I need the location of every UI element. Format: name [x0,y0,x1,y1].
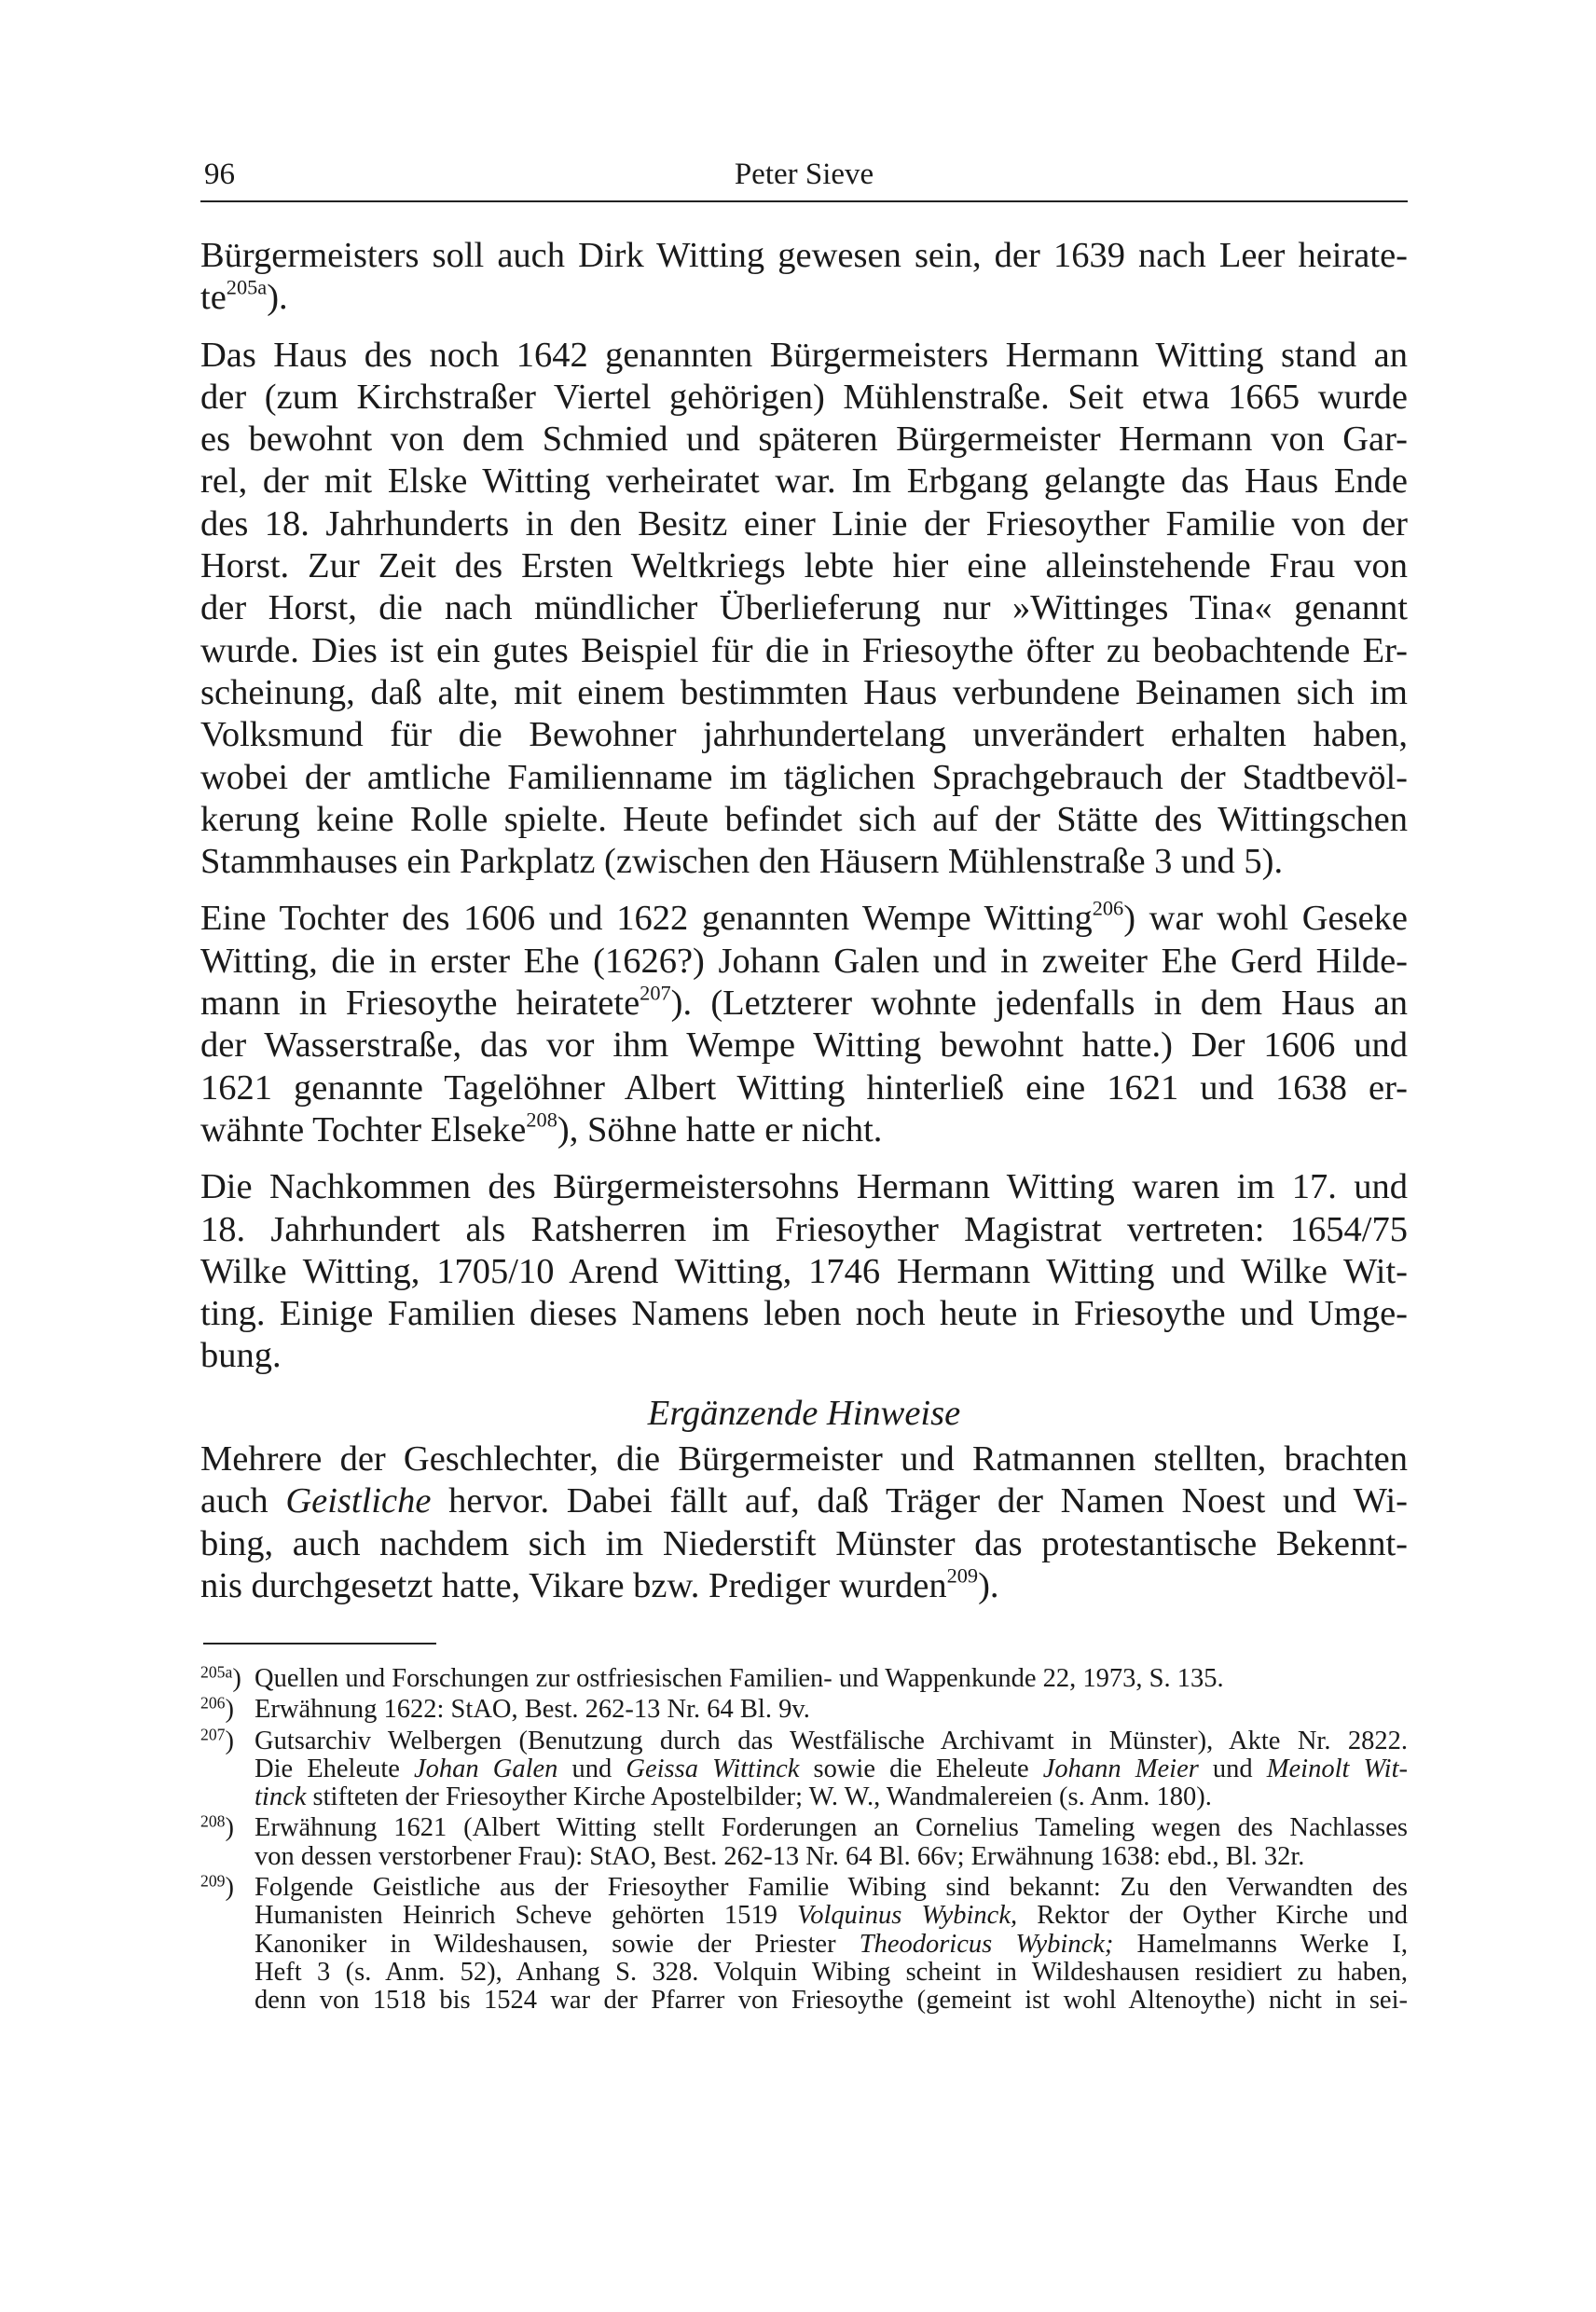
text-line: ting. Einige Familien dieses Namens leben noch heute in Friesoythe und Umge- [200,1294,1408,1334]
text-line: wobei der amtliche Familienname im täglichen Sprachgebrauch der Stadtbevöl- [200,757,1408,797]
footnote-mark: $^{206}$) [200,1693,234,1725]
paragraph-5 [200,1438,1408,1607]
text-line: Eine Tochter des 1606 und 1622 genannten Wempe Witting$^{206}$) war wohl Geseke [200,896,1408,939]
text-line: scheinung, daß alte, mit einem bestimmten Haus verbundene Beinamen sich im [200,672,1408,712]
running-title: Peter Sieve [734,158,874,191]
paragraph-2 [200,335,1408,884]
text-line: bung. [200,1336,282,1376]
text-line: Mehrere der Geschlechter, die Bürgermeister und Ratmannen stellten, brachten [200,1439,1408,1479]
paragraph-1 [200,235,1408,320]
text-line: Horst. Zur Zeit des Ersten Weltkriegs lebte hier eine alleinstehende Frau von [200,546,1408,586]
text-line: $te^{205a}$). [200,275,288,318]
section-heading: Ergänzende Hinweise [647,1393,961,1433]
footnotes [200,1662,1409,2018]
footnote-ref[interactable]: 207 [640,981,671,1005]
text-line: Das Haus des noch 1642 genannten Bürgermeisters Hermann Witting stand an [200,335,1408,375]
text-line: auch Geistliche hervor. Dabei fällt auf, daß Träger der Namen Noest und Wi- [200,1481,1408,1521]
text-line: rel, der mit Elske Witting verheiratet war. Im Erbgang gelangte das Haus Ende [200,461,1408,502]
paragraph-3 [200,898,1408,1151]
text-line: der Horst, die nach mündlicher Überlieferung nur »Wittinges Tina« genannt [200,588,1408,628]
text-line: Volksmund für die Bewohner jahrhundertelang unverändert erhalten haben, [200,715,1408,755]
text-line: des 18. Jahrhunderts in den Besitz einer Linie der Friesoyther Familie von der [200,503,1408,544]
footnote-ref[interactable]: 208 [526,1108,557,1132]
footnote-separator [203,1643,436,1645]
text-line: nis durchgesetzt hatte, Vikare bzw. Prediger wurden$^{209}$). [200,1563,999,1605]
text-line: Die Nachkommen des Bürgermeistersohns Hermann Witting waren im 17. und [200,1167,1408,1207]
text-line: der (zum Kirchstraßer Viertel gehörigen) Mühlenstraße. Seit etwa 1665 wurde [200,377,1408,417]
footnote-mark: $^{209}$) [200,1871,234,1903]
text-line: mann in Friesoythe heiratete$^{207}$). (Letzterer wohnte jedenfalls in dem Haus an [200,981,1408,1024]
footnote-mark: $^{207}$) [200,1724,234,1755]
footnote-209: $^{209}$) Folgende Geistliche aus der Friesoyther Familie Wibing sind bekannt: Zu den Verwandten des Humanisten Heinrich Scheve gehörten 1519 Volquinus Wybinck, Rektor der Oyther Kirche und Kanoniker in Wildeshausen, sowie der Priester Theodoricus Wybinck; Hamelmanns Werke I, Heft 3 (s. Anm. 52), Anhang S. 328. Volquin Wibing scheint in Wildeshausen residiert zu haben, denn von 1518 bis 1524 war der Pfarrer von Friesoythe (gemeint ist wohl Altenoythe) nicht in sei- [200,1871,1409,2016]
text-line: 18. Jahrhundert als Ratsherren im Friesoyther Magistrat vertreten: 1654/75 [200,1209,1408,1249]
footnote-mark: $^{205a}$) [200,1662,241,1693]
footnote-207: $^{207}$) Gutsarchiv Welbergen (Benutzung durch das Westfälische Archivamt in Münster), Akte Nr. 2822. Die Eheleute Johan Galen und Geissa Wittinck sowie die Eheleute Johann Meier und Meinolt Wit- tinck stifteten der Friesoyther Kirche Apostelbilder; W. W., Wandmalereien (s. Anm. 180). [200,1724,1408,1812]
footnote-ref[interactable]: 205a [226,275,268,299]
text-line: kerung keine Rolle spielte. Heute befindet sich auf der Stätte des Wittingschen [200,799,1408,839]
text-line: es bewohnt von dem Schmied und späteren Bürgermeister Hermann von Gar- [200,420,1408,460]
body-text [200,235,1408,1622]
running-head [200,154,1408,202]
paragraph-4 [200,1166,1408,1377]
text-line: wähnte Tochter Elseke$^{208}$), Söhne hatte er nicht. [200,1108,883,1149]
footnote-208: $^{208}$) Erwähnung 1621 (Albert Witting stellt Forderungen an Cornelius Tameling wegen des Nachlasses von dessen verstorbener Frau): StAO, Best. 262-13 Nr. 64 Bl. 66v; Erwähnung 1638: ebd., Bl. 32r. [200,1811,1408,1871]
footnote-ref[interactable]: 209 [946,1563,979,1588]
footnote-mark: $^{208}$) [200,1811,234,1843]
text-line: Witting, die in erster Ehe (1626?) Johann Galen und in zweiter Ehe Gerd Hilde- [200,941,1408,981]
text-line: wurde. Dies ist ein gutes Beispiel für die in Friesoythe öfter zu beobachtende Er- [200,630,1408,670]
text-line: der Wasserstraße, das vor ihm Wempe Witting bewohnt hatte.) Der 1606 und [200,1025,1408,1066]
text-line: Bürgermeisters soll auch Dirk Witting gewesen sein, der 1639 nach Leer heirate- [200,236,1408,275]
text-line: Wilke Witting, 1705/10 Arend Witting, 1746 Hermann Witting und Wilke Wit- [200,1251,1408,1291]
footnote-206: $^{206}$) Erwähnung 1622: StAO, Best. 262-13 Nr. 64 Bl. 9v. [200,1693,810,1725]
text-line: Stammhauses ein Parkplatz (zwischen den Häusern Mühlenstraße 3 und 5). [200,842,1284,882]
footnote-ref[interactable]: 206 [1092,896,1124,920]
footnote-205a: $^{205a}$) Quellen und Forschungen zur ostfriesischen Familien- und Wappenkunde 22, 1973, S. 135. [200,1662,1224,1693]
text-line: 1621 genannte Tagelöhner Albert Witting hinterließ eine 1621 und 1638 er- [200,1067,1408,1108]
page-number: 96 [204,158,235,191]
text-line: bing, auch nachdem sich im Niederstift Münster das protestantische Bekennt- [200,1523,1408,1563]
